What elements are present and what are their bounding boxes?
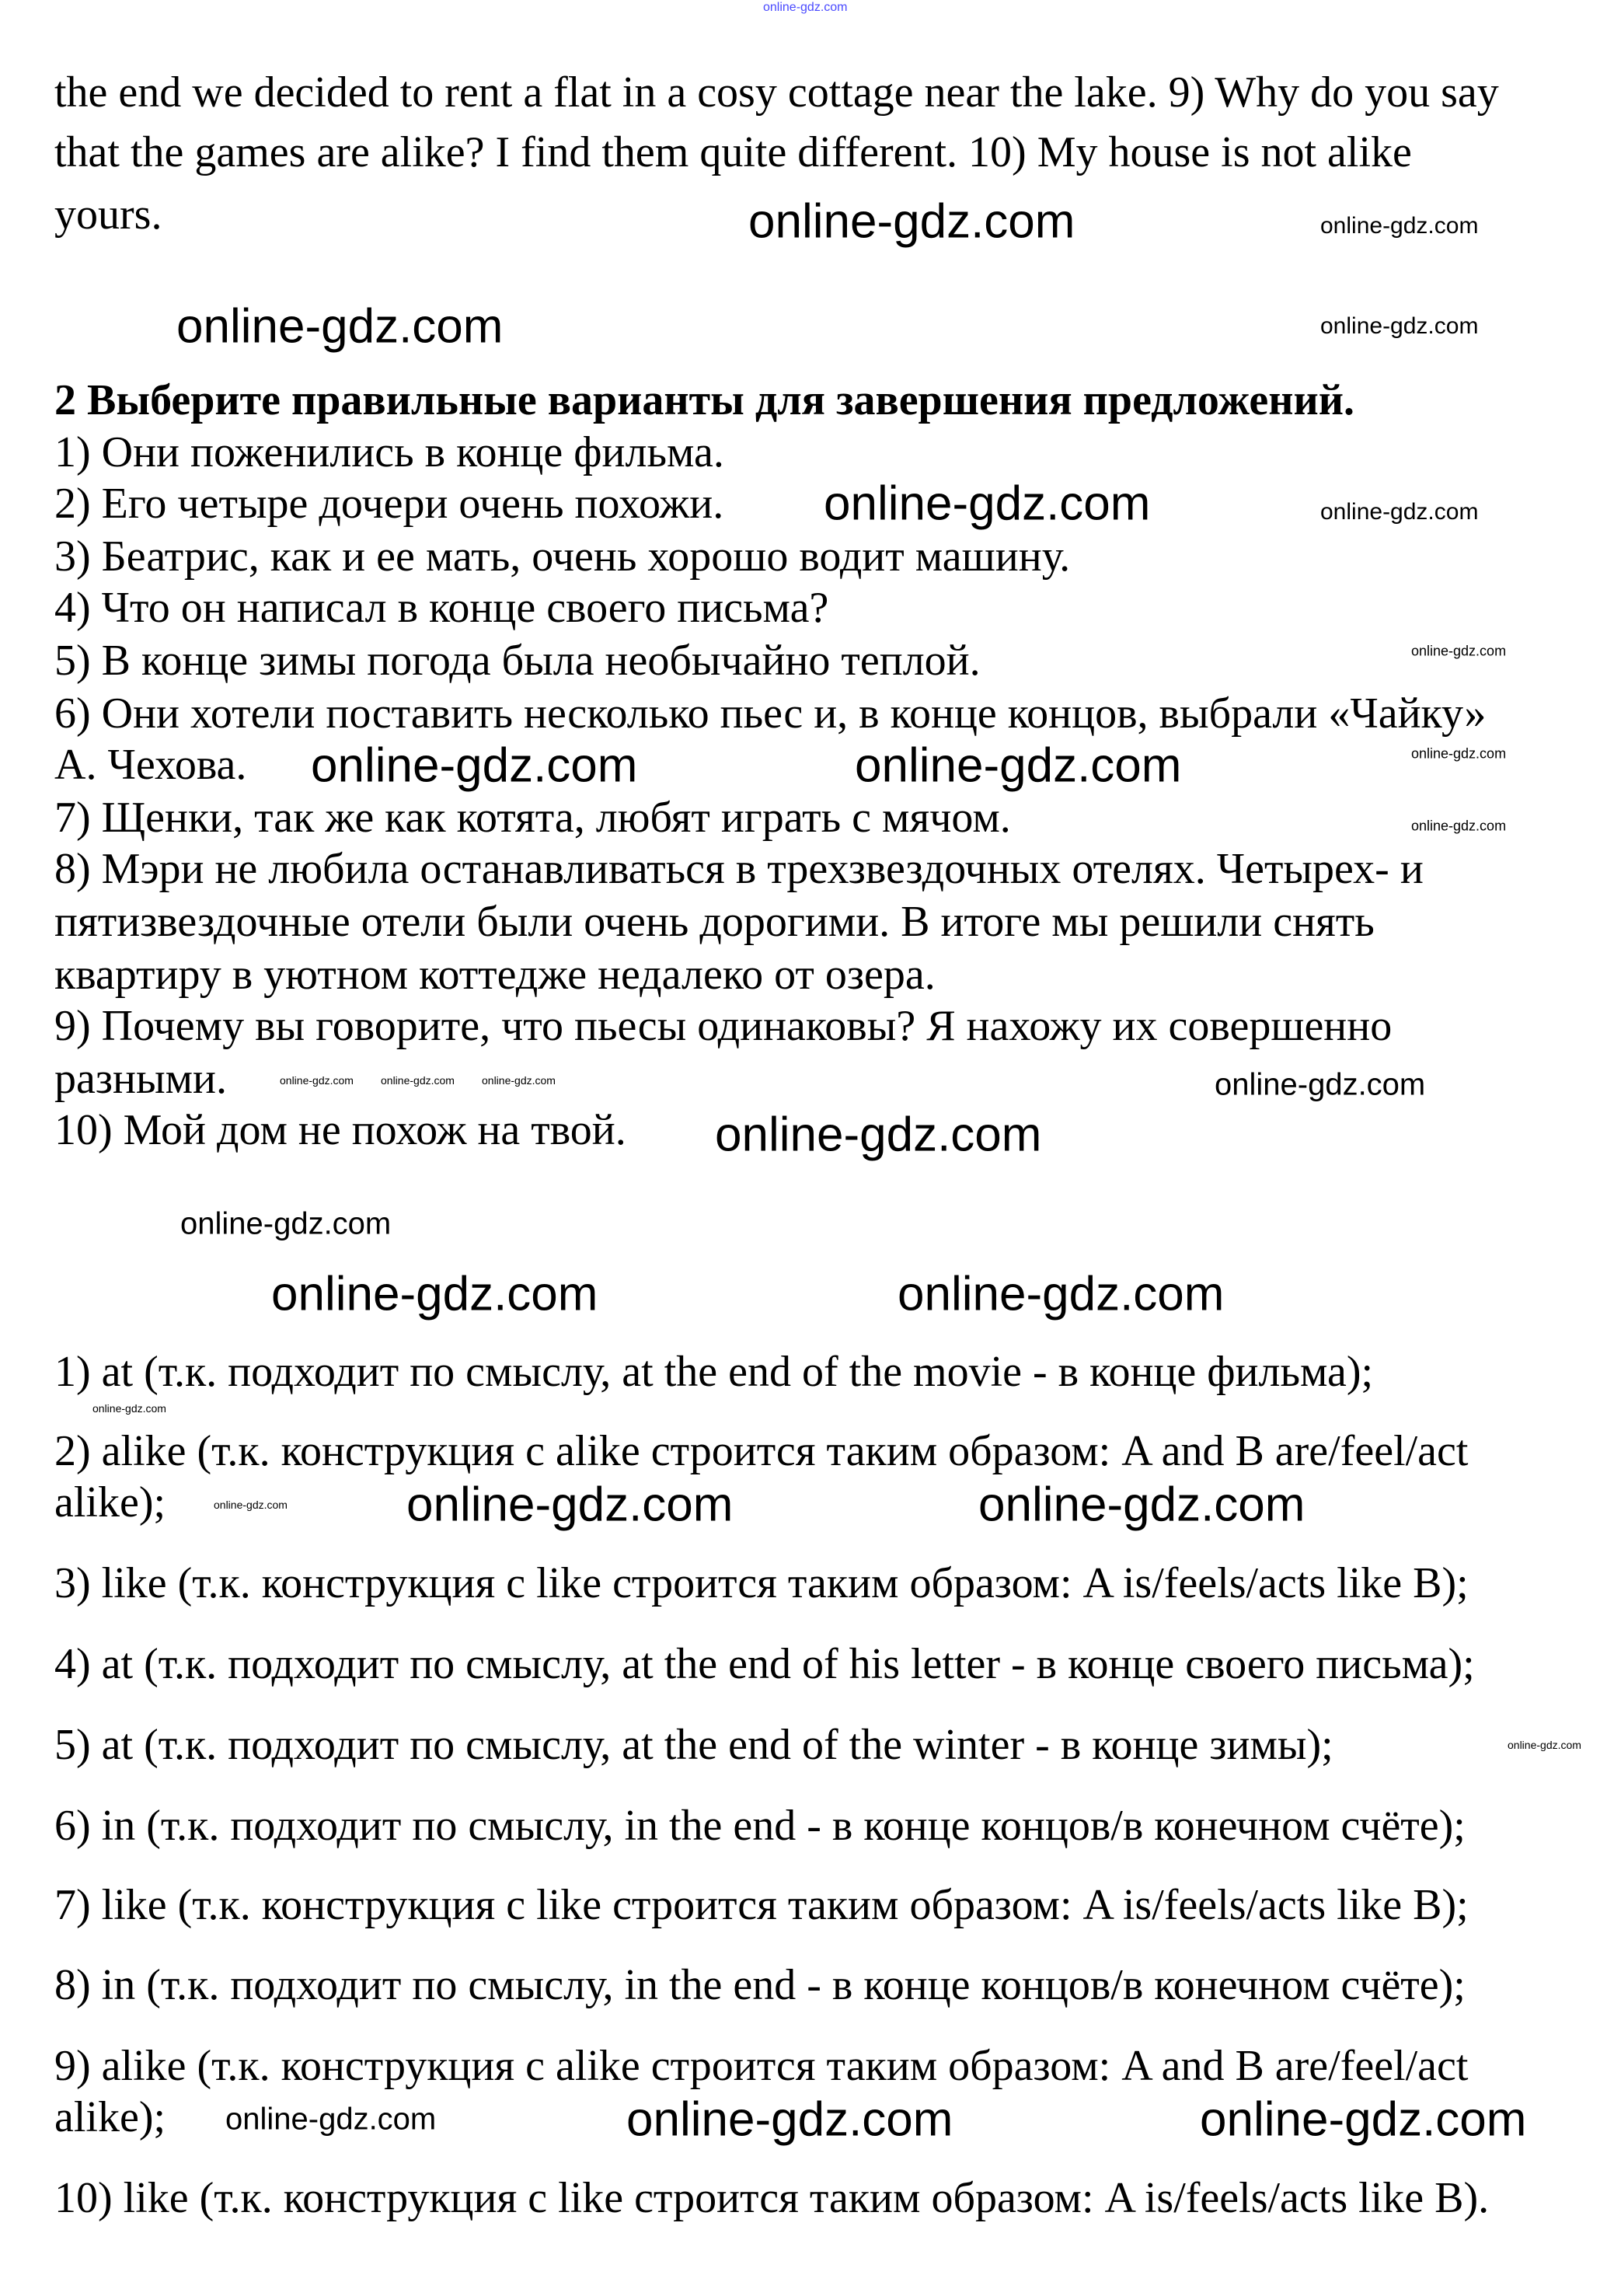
watermark: online-gdz.com	[1215, 1067, 1426, 1102]
watermark: online-gdz.com	[978, 1478, 1305, 1532]
answer-line: 8) in (т.к. подходит по смыслу, in the end - в конце концов/в конечном счёте);	[54, 1961, 1466, 2009]
watermark: online-gdz.com	[855, 738, 1182, 793]
task-line: 5) В конце зимы погода была необычайно теплой.	[54, 637, 981, 685]
text-line: the end we decided to rent a flat in a cosy cottage near the lake. 9) Why do you say	[54, 68, 1499, 117]
answer-line: 6) in (т.к. подходит по смыслу, in the end - в конце концов/в конечном счёте);	[54, 1802, 1466, 1850]
watermark: online-gdz.com	[1320, 313, 1479, 339]
watermark: online-gdz.com	[898, 1267, 1225, 1321]
watermark: online-gdz.com	[824, 476, 1151, 531]
answer-line: alike);	[54, 2093, 166, 2141]
watermark: online-gdz.com	[1320, 213, 1479, 239]
watermark: online-gdz.com	[180, 1206, 392, 1241]
watermark: online-gdz.com	[1411, 818, 1507, 834]
answer-line: 7) like (т.к. конструкция с like строится таким образом: A is/feels/acts like B);	[54, 1881, 1469, 1929]
watermark: online-gdz.com	[1411, 745, 1507, 762]
watermark: online-gdz.com	[225, 2102, 437, 2137]
watermark: online-gdz.com	[748, 194, 1075, 249]
task-line: 2) Его четыре дочери очень похожи.	[54, 480, 724, 528]
answer-line: 9) alike (т.к. конструкция с alike строится таким образом: A and B are/feel/act	[54, 2042, 1469, 2090]
task-line: 6) Они хотели поставить несколько пьес и, в конце концов, выбрали «Чайку»	[54, 689, 1487, 738]
task-line: 1) Они поженились в конце фильма.	[54, 428, 724, 476]
watermark: online-gdz.com	[715, 1108, 1042, 1162]
task-heading: 2 Выберите правильные варианты для завершения предложений.	[54, 376, 1355, 424]
task-line: квартиру в уютном коттедже недалеко от озера.	[54, 951, 936, 999]
task-line: 4) Что он написал в конце своего письма?	[54, 584, 829, 632]
answer-line: 3) like (т.к. конструкция с like строится таким образом: A is/feels/acts like B);	[54, 1559, 1469, 1607]
answer-line: 5) at (т.к. подходит по смыслу, at the end of the winter - в конце зимы);	[54, 1721, 1333, 1769]
watermark: online-gdz.com	[381, 1074, 455, 1087]
task-line: 7) Щенки, так же как котята, любят играть с мячом.	[54, 794, 1011, 842]
watermark: online-gdz.com	[406, 1478, 734, 1532]
task-line: пятизвездочные отели были очень дорогими. В итоге мы решили снять	[54, 898, 1375, 946]
task-line: 10) Мой дом не похож на твой.	[54, 1106, 626, 1154]
task-line: А. Чехова.	[54, 741, 247, 789]
task-line: 9) Почему вы говорите, что пьесы одинаковы? Я нахожу их совершенно	[54, 1002, 1393, 1050]
watermark: online-gdz.com	[482, 1074, 556, 1087]
watermark: online-gdz.com	[271, 1267, 598, 1321]
answer-line: 4) at (т.к. подходит по смыслу, at the end of his letter - в конце своего письма);	[54, 1640, 1475, 1688]
task-line: 3) Беатрис, как и ее мать, очень хорошо водит машину.	[54, 532, 1071, 581]
watermark: online-gdz.com	[1320, 499, 1479, 525]
answer-line: alike);	[54, 1478, 166, 1527]
task-line: разными.	[54, 1055, 227, 1103]
task-line: 8) Мэри не любила останавливаться в трехзвездочных отелях. Четырех- и	[54, 845, 1424, 893]
watermark: online-gdz.com	[763, 1, 848, 14]
watermark: online-gdz.com	[176, 299, 504, 354]
watermark: online-gdz.com	[626, 2092, 953, 2147]
watermark: online-gdz.com	[1411, 643, 1507, 659]
answer-line: 10) like (т.к. конструкция с like строится таким образом: A is/feels/acts like B).	[54, 2174, 1490, 2222]
answer-line: 1) at (т.к. подходит по смыслу, at the end of the movie - в конце фильма);	[54, 1348, 1374, 1396]
watermark: online-gdz.com	[280, 1074, 354, 1087]
watermark: online-gdz.com	[1508, 1739, 1581, 1751]
watermark: online-gdz.com	[92, 1402, 166, 1415]
answer-line: 2) alike (т.к. конструкция с alike строится таким образом: A and B are/feel/act	[54, 1427, 1469, 1475]
text-line: yours.	[54, 190, 162, 239]
watermark: online-gdz.com	[311, 738, 638, 793]
watermark: online-gdz.com	[214, 1499, 288, 1511]
watermark: online-gdz.com	[1200, 2092, 1527, 2147]
text-line: that the games are alike? I find them quite different. 10) My house is not alike	[54, 128, 1412, 176]
